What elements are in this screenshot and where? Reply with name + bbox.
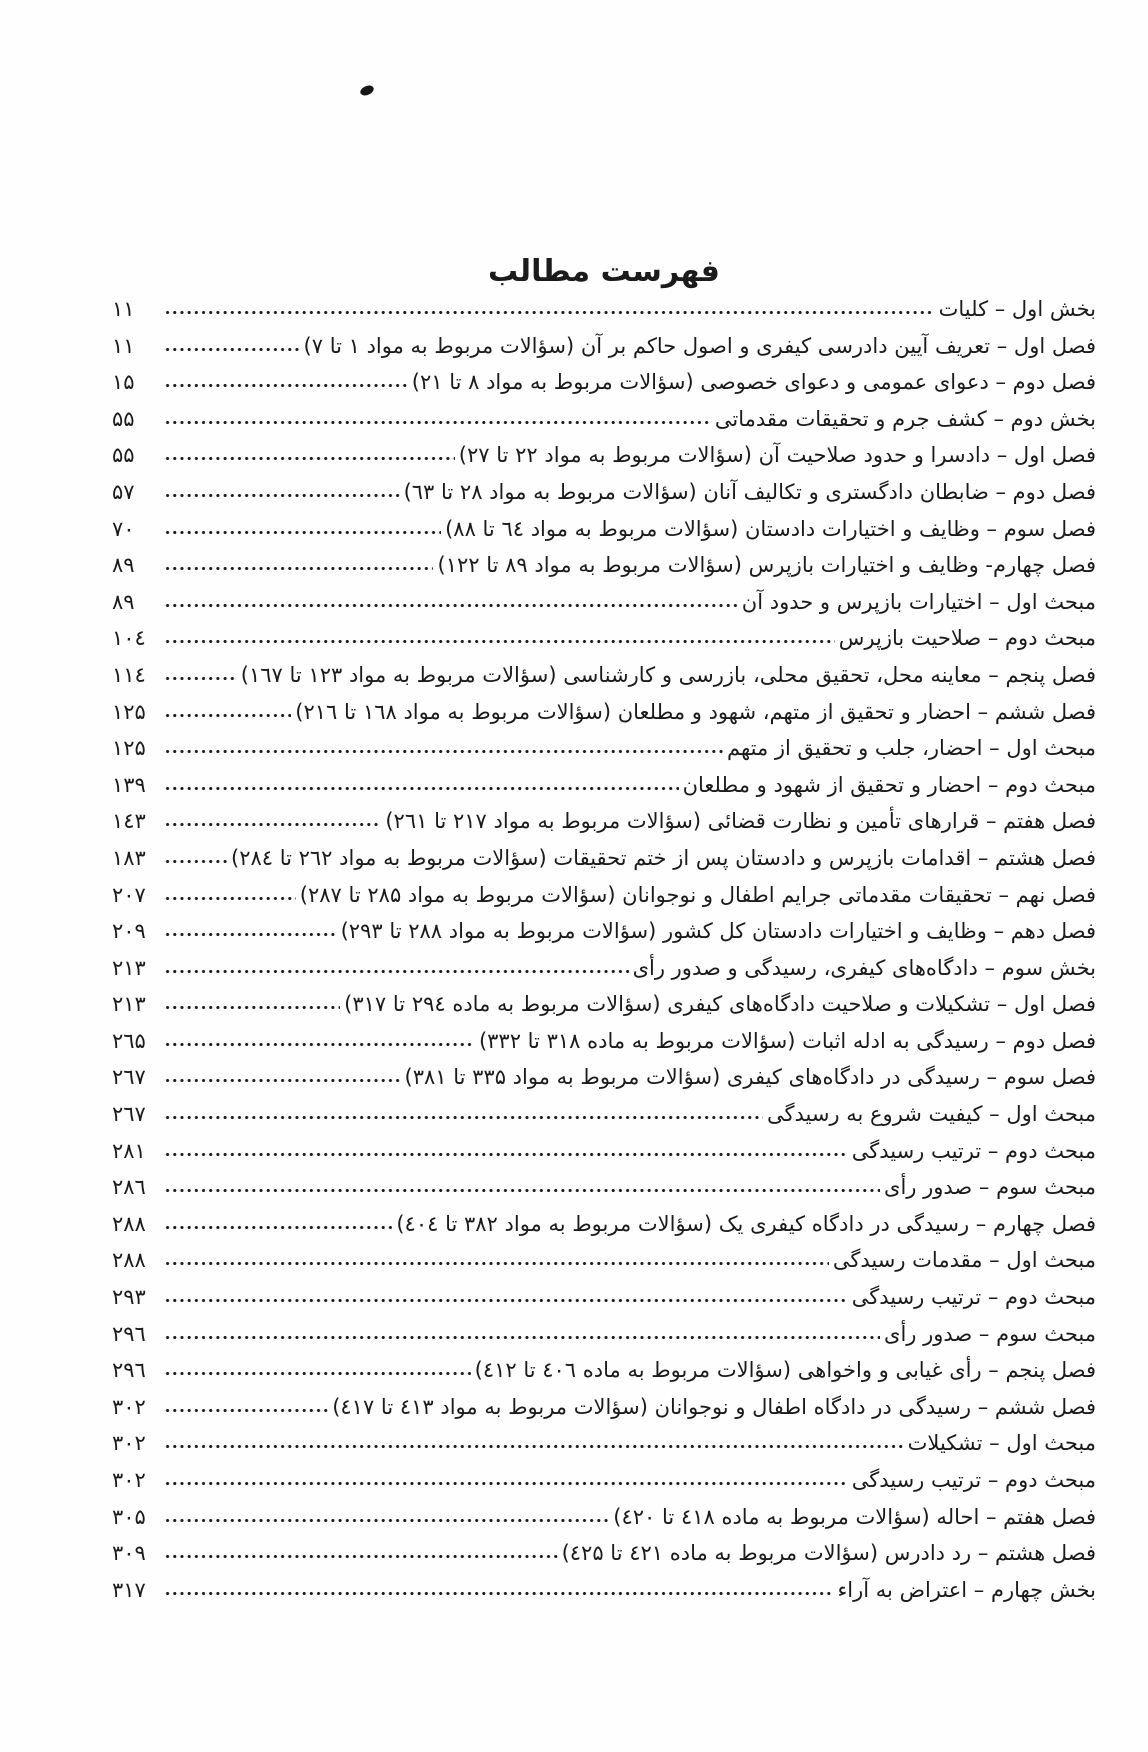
toc-entry-title: فصل نهم – تحقیقات مقدماتی جرایم اطفال و نوجوانان (سؤالات مربوط به مواد ۲۸۵ تا ۲۸۷) xyxy=(299,882,1096,907)
toc-row xyxy=(112,694,1096,731)
toc-entry-title: بخش چهارم – اعتراض به آراء xyxy=(837,1577,1096,1602)
toc-row xyxy=(112,767,1096,804)
toc-row xyxy=(112,1242,1096,1279)
toc-row xyxy=(112,474,1096,511)
toc-entry-title: مبحث دوم – ترتیب رسیدگی xyxy=(851,1138,1096,1163)
dot-leader xyxy=(164,1407,328,1414)
dot-leader xyxy=(164,968,629,975)
page-title: فهرست مطالب xyxy=(488,254,720,290)
toc-entry-title: فصل پنجم – معاینه محل، تحقیق محلی، بازرسی و کارشناسی (سؤالات مربوط به مواد ۱۲۳ تا ۱٦۷) xyxy=(240,662,1096,687)
toc-row xyxy=(112,657,1096,694)
toc-entry-page: ۵۵ xyxy=(112,443,135,468)
dot-leader xyxy=(164,1517,609,1524)
toc-entry-page: ۲۱۳ xyxy=(112,992,146,1017)
toc-row xyxy=(112,1133,1096,1170)
toc-entry-title: فصل هشتم – رد دادرس (سؤالات مربوط به ماده ٤۲۱ تا ٤۲۵) xyxy=(561,1541,1096,1566)
toc-row xyxy=(112,986,1096,1023)
toc-entry-page: ۱۱٤ xyxy=(112,662,146,687)
toc-entry-title: مبحث دوم – ترتیب رسیدگی xyxy=(851,1468,1096,1492)
toc-entry-title: بخش سوم – دادگاه‌های کیفری، رسیدگی و صدور رأی xyxy=(632,955,1096,980)
toc-entry-page: ۲۱۳ xyxy=(112,955,146,980)
toc-entry-title: فصل هفتم – قرارهای تأمین و نظارت قضائی (سؤالات مربوط به مواد ۲۱۷ تا ۲٦۱) xyxy=(385,809,1096,834)
toc-row xyxy=(112,1059,1096,1096)
dot-leader xyxy=(164,346,300,353)
toc-entry-page: ۱۱ xyxy=(112,333,135,358)
toc-entry-title: مبحث اول – مقدمات رسیدگی xyxy=(832,1248,1096,1273)
toc-row xyxy=(112,1279,1096,1316)
toc-row xyxy=(112,803,1096,840)
toc-entry-title: فصل چهارم- وظایف و اختیارات بازپرس (سؤالات مربوط به مواد ۸۹ تا ۱۲۲) xyxy=(437,553,1096,578)
toc-entry-title: مبحث دوم – ترتیب رسیدگی xyxy=(851,1285,1096,1310)
toc-entry-title: فصل دوم – ضابطان دادگستری و تکالیف آنان (سؤالات مربوط به مواد ۲۸ تا ٦۳) xyxy=(403,479,1096,504)
toc-row xyxy=(112,328,1096,365)
dot-leader xyxy=(164,1151,848,1158)
toc-entry-page: ۲۸۱ xyxy=(112,1138,146,1163)
toc-entry-page: ۵۵ xyxy=(112,406,135,431)
dot-leader xyxy=(164,419,711,426)
toc-entry-title: فصل چهارم – رسیدگی در دادگاه کیفری یک (سؤالات مربوط به مواد ۳۸۲ تا ٤۰٤) xyxy=(396,1211,1096,1236)
toc-entry-page: ۸۹ xyxy=(112,589,135,614)
dot-leader xyxy=(164,785,679,792)
toc-row xyxy=(112,1499,1096,1536)
toc-entry-page: ۱۰٤ xyxy=(112,626,146,651)
toc-entry-page: ۳۰۹ xyxy=(112,1541,146,1566)
toc-entry-title: بخش اول – کلیات xyxy=(938,297,1096,321)
toc-entry-title: فصل ششم – احضار و تحقیق از متهم، شهود و مطلعان (سؤالات مربوط به مواد ۱٦۸ تا ۲۱٦) xyxy=(295,699,1096,724)
toc-entry-page: ۲٦۵ xyxy=(112,1028,146,1053)
toc-row xyxy=(112,511,1096,548)
toc-row xyxy=(112,840,1096,877)
toc-row xyxy=(112,1169,1096,1206)
toc-row xyxy=(112,1096,1096,1133)
dot-leader xyxy=(164,712,291,719)
dot-leader xyxy=(164,309,935,316)
table-of-contents xyxy=(112,291,1096,1608)
dot-leader xyxy=(164,821,381,828)
toc-entry-title: فصل پنجم – رأی غیابی و واخواهی (سؤالات مربوط به ماده ٤۰٦ تا ٤۱۲) xyxy=(474,1358,1096,1383)
toc-entry-page: ۲۹۳ xyxy=(112,1285,146,1310)
toc-entry-title: مبحث اول – احضار، جلب و تحقیق از متهم xyxy=(726,736,1096,761)
toc-entry-page: ۵۷ xyxy=(112,479,135,504)
toc-entry-page: ۲۸۸ xyxy=(112,1248,146,1273)
toc-row xyxy=(112,1535,1096,1572)
toc-entry-page: ۱۲۵ xyxy=(112,736,146,761)
toc-row xyxy=(112,1462,1096,1499)
toc-row xyxy=(112,437,1096,474)
toc-entry-page: ۷۰ xyxy=(112,516,135,541)
toc-row xyxy=(112,950,1096,987)
toc-row xyxy=(112,291,1096,328)
toc-entry-title: فصل دهم – وظایف و اختیارات دادستان کل کشور (سؤالات مربوط به مواد ۲۸۸ تا ۲۹۳) xyxy=(340,919,1096,944)
toc-entry-page: ۱۳۹ xyxy=(112,772,146,797)
toc-entry-page: ۲۸٦ xyxy=(112,1175,146,1200)
toc-entry-title: فصل اول – دادسرا و حدود صلاحیت آن (سؤالات مربوط به مواد ۲۲ تا ۲۷) xyxy=(458,443,1096,468)
toc-entry-title: فصل ششم – رسیدگی در دادگاه اطفال و نوجوانان (سؤالات مربوط به مواد ٤۱۳ تا ٤۱۷) xyxy=(332,1394,1096,1419)
dot-leader xyxy=(164,1297,848,1304)
dot-leader xyxy=(164,565,433,572)
dot-leader xyxy=(164,1260,829,1267)
toc-entry-title: فصل دوم – رسیدگی به ادله اثبات (سؤالات مربوط به ماده ۳۱۸ تا ۳۳۲) xyxy=(478,1028,1096,1053)
toc-entry-title: مبحث دوم – احضار و تحقیق از شهود و مطلعان xyxy=(682,772,1096,797)
dot-leader xyxy=(164,1443,904,1450)
toc-entry-page: ۳۰۲ xyxy=(112,1431,146,1456)
dot-leader xyxy=(164,895,296,902)
toc-entry-title: فصل اول – تعریف آیین دادرسی کیفری و اصول حاکم بر آن (سؤالات مربوط به مواد ۱ تا ۷) xyxy=(303,333,1096,358)
dot-leader xyxy=(164,675,237,682)
toc-row xyxy=(112,877,1096,914)
toc-entry-title: فصل اول – تشکیلات و صلاحیت دادگاه‌های کیفری (سؤالات مربوط به ماده ۲۹٤ تا ۳۱۷) xyxy=(344,992,1096,1017)
toc-entry-title: مبحث اول – کیفیت شروع به رسیدگی xyxy=(766,1102,1096,1127)
toc-entry-page: ۲٦۷ xyxy=(112,1102,146,1127)
dot-leader xyxy=(164,602,738,609)
dot-leader xyxy=(164,931,337,938)
toc-entry-page: ۱۸۳ xyxy=(112,845,146,870)
dot-leader xyxy=(164,1590,833,1597)
toc-entry-page: ۲٦۷ xyxy=(112,1065,146,1090)
toc-row xyxy=(112,584,1096,621)
dot-leader xyxy=(164,492,400,499)
toc-entry-page: ۸۹ xyxy=(112,553,135,578)
toc-entry-page: ۲۰۷ xyxy=(112,882,146,907)
dot-leader xyxy=(164,638,835,645)
dot-leader xyxy=(164,1004,340,1011)
toc-row xyxy=(112,1023,1096,1060)
toc-entry-page: ۲۸۸ xyxy=(112,1211,146,1236)
toc-entry-title: فصل سوم – رسیدگی در دادگاه‌های کیفری (سؤالات مربوط به مواد ۳۳۵ تا ۳۸۱) xyxy=(404,1065,1096,1090)
dot-leader xyxy=(164,455,455,462)
dot-leader xyxy=(164,529,441,536)
toc-row xyxy=(112,620,1096,657)
toc-entry-title: مبحث اول – اختیارات بازپرس و حدود آن xyxy=(741,589,1096,614)
toc-row xyxy=(112,1352,1096,1389)
toc-entry-page: ۳۰۲ xyxy=(112,1394,146,1419)
toc-entry-page: ۱۲۵ xyxy=(112,699,146,724)
toc-entry-title: فصل هشتم – اقدامات بازپرس و دادستان پس از ختم تحقیقات (سؤالات مربوط به مواد ۲٦۲ تا ۲۸٤) xyxy=(230,845,1096,870)
toc-entry-page: ۱٤۳ xyxy=(112,809,146,834)
toc-entry-page: ۳۰۲ xyxy=(112,1468,146,1492)
dot-leader xyxy=(164,1334,880,1341)
toc-row xyxy=(112,364,1096,401)
toc-row xyxy=(112,401,1096,438)
ink-speck xyxy=(359,83,376,98)
toc-row xyxy=(112,730,1096,767)
dot-leader xyxy=(164,748,723,755)
dot-leader xyxy=(164,1187,880,1194)
toc-entry-title: بخش دوم – کشف جرم و تحقیقات مقدماتی xyxy=(714,406,1096,431)
toc-row xyxy=(112,1572,1096,1609)
toc-entry-title: مبحث سوم – صدور رأی xyxy=(884,1321,1096,1346)
toc-row xyxy=(112,913,1096,950)
dot-leader xyxy=(164,382,408,389)
dot-leader xyxy=(164,858,227,865)
toc-entry-title: مبحث سوم – صدور رأی xyxy=(884,1175,1096,1200)
toc-entry-title: مبحث دوم – صلاحیت بازپرس xyxy=(838,626,1096,651)
toc-row xyxy=(112,547,1096,584)
toc-entry-page: ۳۱۷ xyxy=(112,1577,146,1602)
toc-entry-title: فصل دوم – دعوای عمومی و دعوای خصوصی (سؤالات مربوط به مواد ۸ تا ۲۱) xyxy=(411,370,1096,395)
toc-entry-title: فصل سوم – وظایف و اختیارات دادستان (سؤالات مربوط به مواد ٦٤ تا ۸۸) xyxy=(445,516,1096,541)
toc-entry-page: ۱۱ xyxy=(112,297,135,321)
toc-entry-page: ۲۹٦ xyxy=(112,1358,146,1383)
dot-leader xyxy=(164,1553,558,1560)
dot-leader xyxy=(164,1224,392,1231)
toc-entry-page: ۱۵ xyxy=(112,370,135,395)
toc-row xyxy=(112,1316,1096,1353)
toc-entry-page: ۲۰۹ xyxy=(112,919,146,944)
toc-entry-title: مبحث اول – تشکیلات xyxy=(907,1431,1096,1456)
dot-leader xyxy=(164,1041,475,1048)
toc-entry-title: فصل هفتم – احاله (سؤالات مربوط به ماده ٤۱۸ تا ٤۲۰) xyxy=(613,1504,1096,1529)
toc-entry-page: ۳۰۵ xyxy=(112,1504,146,1529)
dot-leader xyxy=(164,1114,763,1121)
dot-leader xyxy=(164,1370,471,1377)
dot-leader xyxy=(164,1077,401,1084)
toc-row xyxy=(112,1425,1096,1462)
toc-row xyxy=(112,1206,1096,1243)
toc-row xyxy=(112,1389,1096,1426)
dot-leader xyxy=(164,1480,848,1487)
toc-entry-page: ۲۹٦ xyxy=(112,1321,146,1346)
